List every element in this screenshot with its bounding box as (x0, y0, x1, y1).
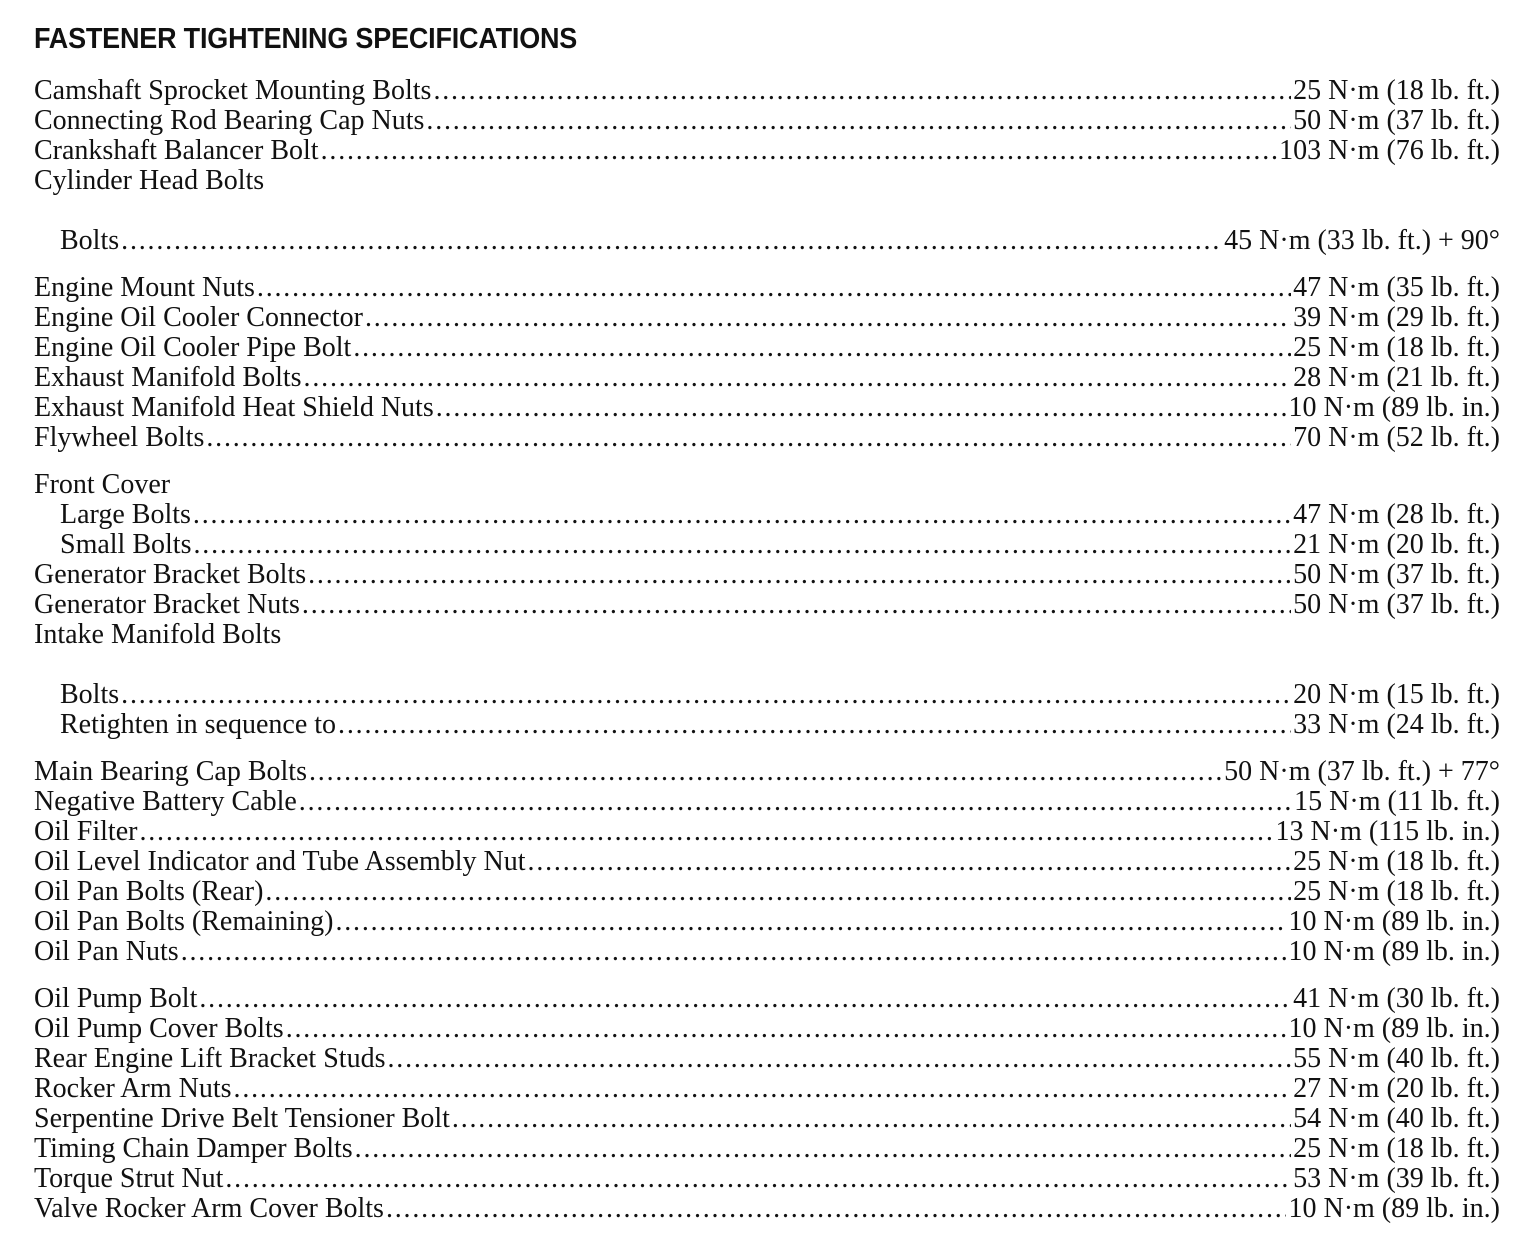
spec-page (34, 22, 1500, 1224)
spec-row (34, 907, 1500, 937)
spec-row (34, 76, 1500, 106)
spec-row (34, 393, 1500, 423)
spec-label: Bolts (60, 680, 120, 710)
spec-label: Generator Bracket Bolts (34, 560, 307, 590)
spec-label: Oil Pan Bolts (Rear) (34, 877, 264, 907)
dot-leader (225, 1164, 1291, 1194)
dot-leader (355, 1134, 1291, 1164)
spec-label: Retighten in sequence to (60, 710, 337, 740)
spec-row (34, 136, 1500, 166)
spec-value: 47 N·m (28 lb. ft.) (1293, 500, 1500, 530)
spec-label: Large Bolts (60, 500, 191, 530)
spec-row (34, 847, 1500, 877)
dot-leader (304, 363, 1292, 393)
spec-label: Generator Bracket Nuts (34, 590, 300, 620)
dot-leader (335, 907, 1286, 937)
dot-leader (299, 787, 1292, 817)
spec-label: Engine Oil Cooler Connector (34, 303, 363, 333)
spec-value: 10 N·m (89 lb. in.) (1288, 1194, 1500, 1224)
spec-label: Engine Mount Nuts (34, 273, 255, 303)
spec-label: Oil Pan Bolts (Remaining) (34, 907, 334, 937)
spec-row (34, 984, 1500, 1014)
spec-value: 53 N·m (39 lb. ft.) (1293, 1164, 1500, 1194)
spec-row (34, 787, 1500, 817)
spec-value: 20 N·m (15 lb. ft.) (1293, 680, 1500, 710)
page-title: FASTENER TIGHTENING SPECIFICATIONS (34, 23, 578, 55)
spec-label: Oil Pump Bolt (34, 984, 198, 1014)
spec-row (34, 710, 1500, 740)
dot-leader (286, 1014, 1287, 1044)
dot-leader (193, 500, 1291, 530)
spec-row (34, 423, 1500, 453)
spec-row (34, 303, 1500, 333)
spec-value: 45 N·m (33 lb. ft.) + 90° (1224, 226, 1500, 256)
spec-value: 25 N·m (18 lb. ft.) (1293, 76, 1500, 106)
spec-label: Engine Oil Cooler Pipe Bolt (34, 333, 352, 363)
spec-row (34, 226, 1500, 256)
dot-leader (309, 757, 1222, 787)
spec-list (34, 76, 1500, 1224)
spec-label: Rocker Arm Nuts (34, 1074, 232, 1104)
spec-row (34, 877, 1500, 907)
spec-label: Crankshaft Balancer Bolt (34, 136, 319, 166)
spec-row (34, 817, 1500, 847)
dot-leader (338, 710, 1291, 740)
spec-row (34, 333, 1500, 363)
dot-leader (386, 1194, 1287, 1224)
dot-leader (193, 530, 1291, 560)
dot-leader (121, 680, 1291, 710)
dot-leader (308, 560, 1291, 590)
spec-value: 41 N·m (30 lb. ft.) (1293, 984, 1500, 1014)
spec-label: Main Bearing Cap Bolts (34, 757, 307, 787)
spec-row (34, 757, 1500, 787)
spec-value: 10 N·m (89 lb. in.) (1288, 907, 1500, 937)
spec-label: Front Cover (34, 470, 171, 500)
spec-label: Serpentine Drive Belt Tensioner Bolt (34, 1104, 450, 1134)
dot-leader (206, 423, 1291, 453)
spec-label: Flywheel Bolts (34, 423, 205, 453)
dot-leader (257, 273, 1291, 303)
dot-leader (181, 937, 1287, 967)
spec-label: Small Bolts (60, 530, 192, 560)
spec-row (34, 273, 1500, 303)
spec-row (34, 1164, 1500, 1194)
spec-label: Connecting Rod Bearing Cap Nuts (34, 106, 425, 136)
dot-leader (139, 817, 1273, 847)
spec-label: Oil Pan Nuts (34, 937, 179, 967)
spec-value: 33 N·m (24 lb. ft.) (1293, 710, 1500, 740)
dot-leader (234, 1074, 1292, 1104)
spec-row (34, 1074, 1500, 1104)
dot-leader (199, 984, 1291, 1014)
dot-leader (365, 303, 1291, 333)
spec-label: Exhaust Manifold Heat Shield Nuts (34, 393, 434, 423)
spec-group-heading (34, 620, 1500, 650)
spec-value: 47 N·m (35 lb. ft.) (1293, 273, 1500, 303)
spec-value: 25 N·m (18 lb. ft.) (1293, 333, 1500, 363)
spec-label: Valve Rocker Arm Cover Bolts (34, 1194, 384, 1224)
spec-value: 54 N·m (40 lb. ft.) (1293, 1104, 1500, 1134)
spec-value: 50 N·m (37 lb. ft.) (1293, 106, 1500, 136)
spec-value: 50 N·m (37 lb. ft.) + 77° (1224, 757, 1500, 787)
spec-label: Negative Battery Cable (34, 787, 297, 817)
spec-value: 10 N·m (89 lb. in.) (1288, 393, 1500, 423)
spec-value: 50 N·m (37 lb. ft.) (1293, 560, 1500, 590)
spec-label: Exhaust Manifold Bolts (34, 363, 302, 393)
spec-value: 10 N·m (89 lb. in.) (1288, 1014, 1500, 1044)
spec-value: 15 N·m (11 lb. ft.) (1294, 787, 1500, 817)
dot-leader (302, 590, 1291, 620)
spec-row (34, 363, 1500, 393)
spec-label: Cylinder Head Bolts (34, 166, 265, 196)
spec-value: 10 N·m (89 lb. in.) (1288, 937, 1500, 967)
dot-leader (426, 106, 1291, 136)
dot-leader (121, 226, 1222, 256)
spec-label: Torque Strut Nut (34, 1164, 224, 1194)
spec-group-heading (34, 166, 1500, 196)
spec-row (34, 500, 1500, 530)
spec-value: 21 N·m (20 lb. ft.) (1293, 530, 1500, 560)
spec-label: Bolts (60, 226, 120, 256)
spec-row (34, 1044, 1500, 1074)
spec-label: Camshaft Sprocket Mounting Bolts (34, 76, 432, 106)
spec-value: 50 N·m (37 lb. ft.) (1293, 590, 1500, 620)
spec-value: 28 N·m (21 lb. ft.) (1293, 363, 1500, 393)
spec-row (34, 680, 1500, 710)
spec-row (34, 937, 1500, 967)
dot-leader (387, 1044, 1291, 1074)
spec-row (34, 106, 1500, 136)
spec-row (34, 1194, 1500, 1224)
spec-value: 55 N·m (40 lb. ft.) (1293, 1044, 1500, 1074)
spec-value: 13 N·m (115 lb. in.) (1275, 817, 1500, 847)
spec-row (34, 560, 1500, 590)
spec-label: Oil Filter (34, 817, 138, 847)
spec-row (34, 1104, 1500, 1134)
dot-leader (436, 393, 1287, 423)
spec-group-heading (34, 470, 1500, 500)
spec-value: 39 N·m (29 lb. ft.) (1293, 303, 1500, 333)
spec-value: 25 N·m (18 lb. ft.) (1293, 847, 1500, 877)
dot-leader (265, 877, 1291, 907)
dot-leader (528, 847, 1292, 877)
spec-label: Intake Manifold Bolts (34, 620, 282, 650)
spec-value: 25 N·m (18 lb. ft.) (1293, 877, 1500, 907)
spec-label: Timing Chain Damper Bolts (34, 1134, 353, 1164)
dot-leader (433, 76, 1291, 106)
spec-value: 27 N·m (20 lb. ft.) (1293, 1074, 1500, 1104)
spec-label: Oil Pump Cover Bolts (34, 1014, 284, 1044)
spec-row (34, 1134, 1500, 1164)
spec-label: Oil Level Indicator and Tube Assembly Nut (34, 847, 526, 877)
spec-value: 103 N·m (76 lb. ft.) (1279, 136, 1500, 166)
spec-row (34, 1014, 1500, 1044)
dot-leader (452, 1104, 1291, 1134)
spec-row (34, 530, 1500, 560)
dot-leader (321, 136, 1278, 166)
spec-label: Rear Engine Lift Bracket Studs (34, 1044, 386, 1074)
spec-value: 25 N·m (18 lb. ft.) (1293, 1134, 1500, 1164)
dot-leader (353, 333, 1291, 363)
spec-value: 70 N·m (52 lb. ft.) (1293, 423, 1500, 453)
spec-row (34, 590, 1500, 620)
